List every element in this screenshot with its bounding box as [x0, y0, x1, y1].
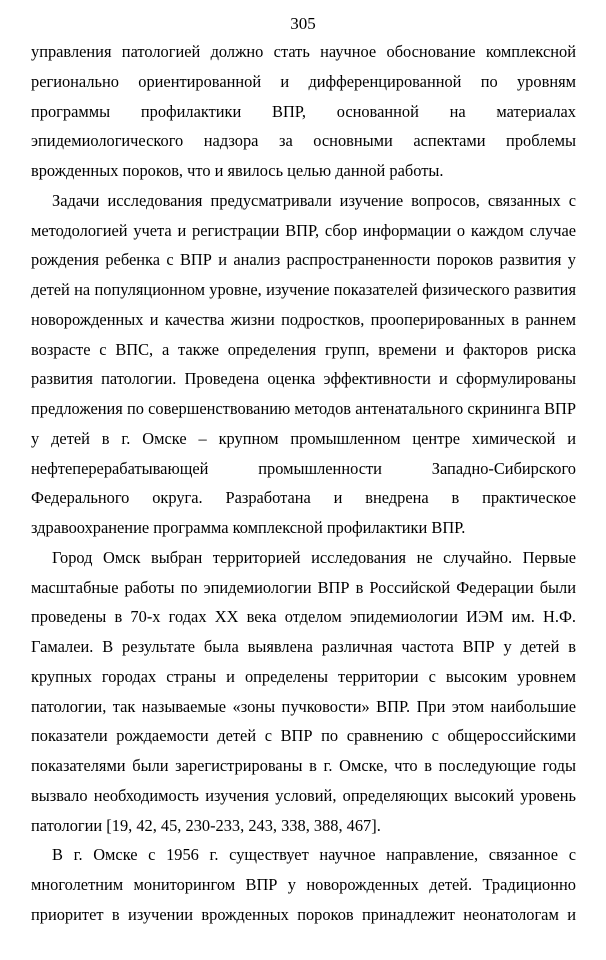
paragraph-4: В г. Омске с 1956 г. существует научное направление, связанное с многолетним мониторингом ВПР у новорожденных детей. Традиционно приоритет в изучении врожденных пороков принадлежит неонатологам и	[31, 845, 576, 924]
paragraph-1: управления патологией должно стать научное обоснование комплексной регионально ориентированной и дифференцированной по уровням программы профилактики ВПР, основанной на материалах эпидемиологического надзора за основными аспектами проблемы врожденных пороков, что и явилось целью данной работы.	[31, 42, 576, 180]
body-text	[31, 37, 576, 930]
paragraph-3: Город Омск выбран территорией исследования не случайно. Первые масштабные работы по эпидемиологии ВПР в Российской Федерации были проведены в 70-х годах XX века отделом эпидемиологии ИЭМ им. Н.Ф. Гамалеи. В результате была выявлена различная частота ВПР у детей в крупных городах страны и определены территории с высоким уровнем патологии, так называемые «зоны пучковости» ВПР. При этом наибольшие показатели рождаемости детей с ВПР по сравнению с общероссийскими показателями были зарегистрированы в г. Омске, что в последующие годы вызвало необходимость изучения условий, определяющих высокий уровень патологии [19, 42, 45, 230-233, 243, 338, 388, 467].	[31, 547, 576, 835]
paragraph-2: Задачи исследования предусматривали изучение вопросов, связанных с методологией учета и регистрации ВПР, сбор информации о каждом случае рождения ребенка с ВПР и анализ распространенности пороков развития у детей на популяционном уровне, изучение показателей физического развития новорожденных и качества жизни подростков, прооперированных в раннем возрасте с ВПС, а также определения групп, времени и факторов риска развития патологии. Проведена оценка эффективности и сформулированы предложения по совершенствованию методов антенатального скрининга ВПР у детей в г. Омске – крупном промышленном центре химической и нефтеперерабатывающей промышленности Западно-Сибирского Федерального округа. Разработана и внедрена в практическое здравоохранение программа комплексной профилактики ВПР.	[31, 190, 576, 537]
page-number: 305	[290, 14, 316, 33]
